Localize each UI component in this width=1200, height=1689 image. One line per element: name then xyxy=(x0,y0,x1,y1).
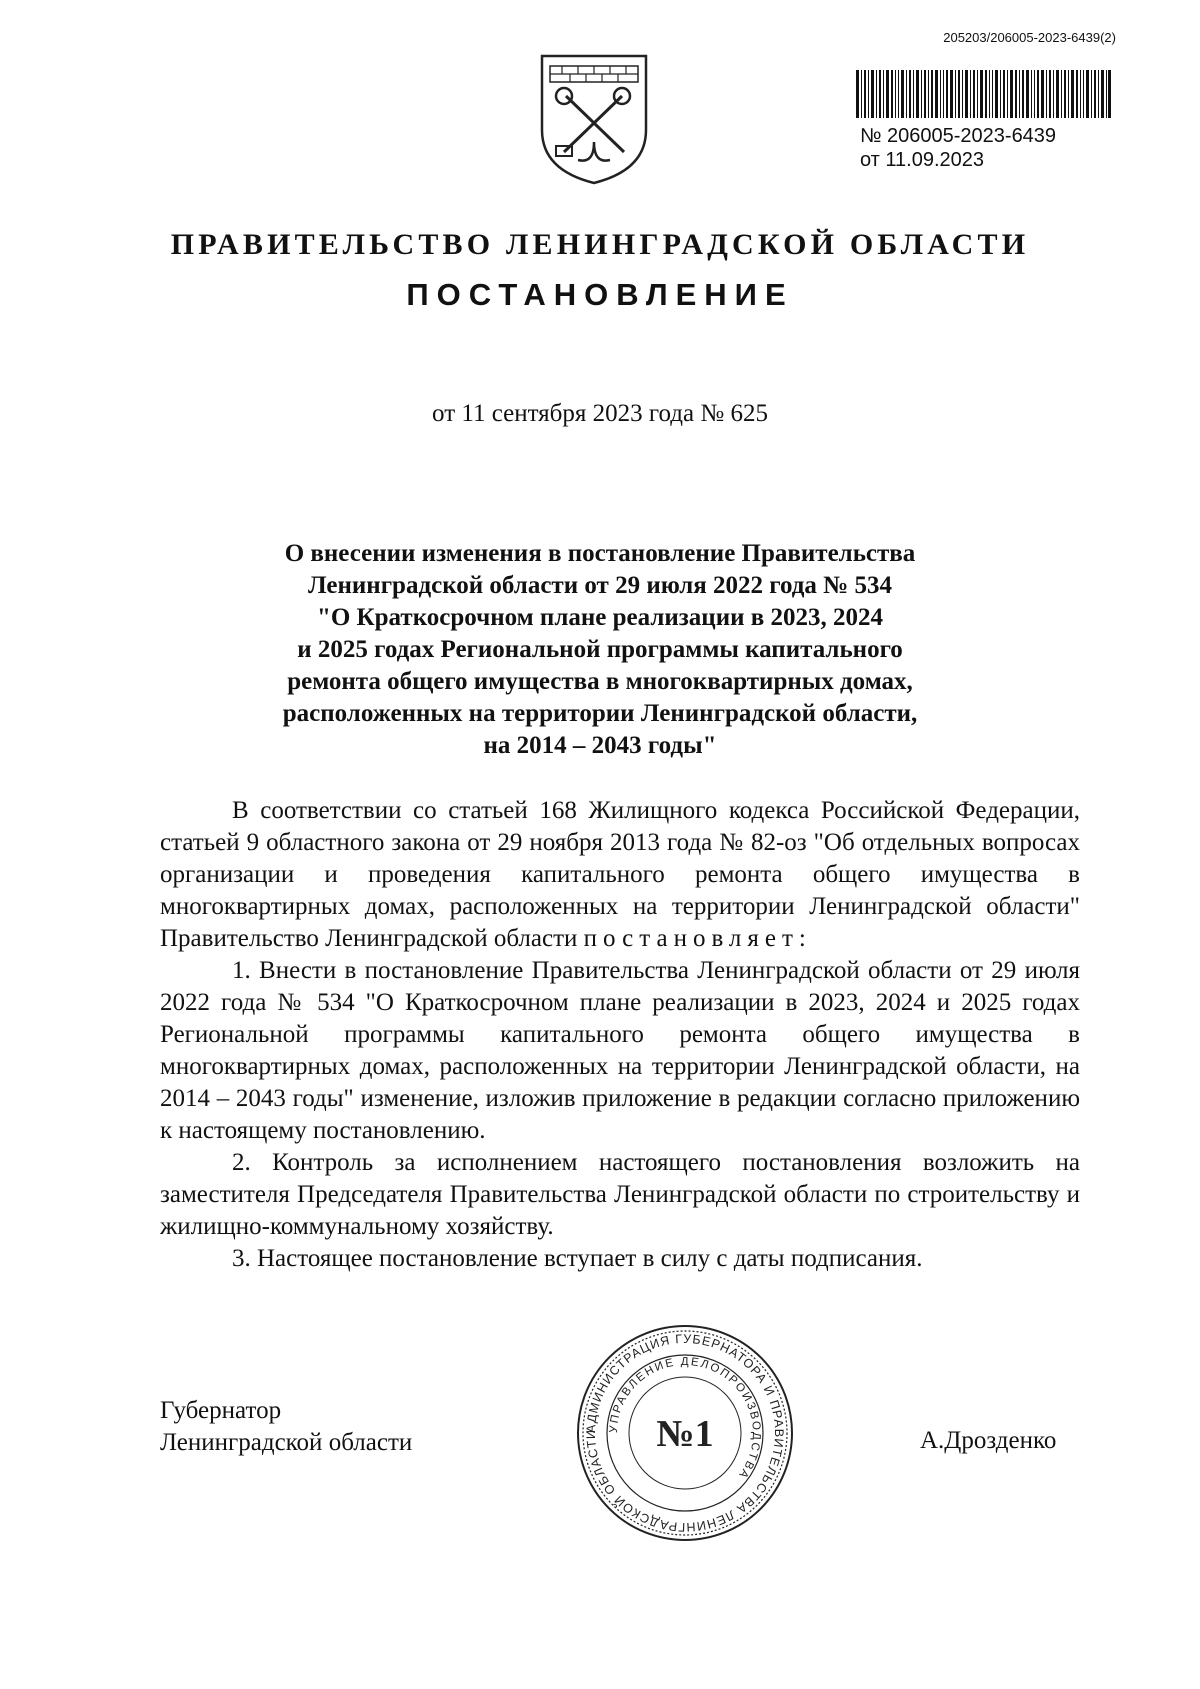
registration-code-top: 205203/206005-2023-6439(2) xyxy=(943,30,1116,45)
subject-line: "О Краткосрочном плане реализации в 2023, 2024 xyxy=(316,604,884,631)
clause-paragraph: 1. Внести в постановление Правительства Ленинградской области от 29 июля 2022 года № 534 "О Краткосрочном плане реализации в 2023, 2024 и 2025 годах Региональной программы капитального ремонта общего имущества в многоквартирных домах, расположенных на территории Ленинградской области, на 2014 – 2043 годы" изменение, изложив приложение в редакции согласно приложению к настоящему постановлению. xyxy=(160,957,1080,1144)
decree-word: постановляет: xyxy=(583,925,812,952)
organization-title: ПРАВИТЕЛЬСТВО ЛЕНИНГРАДСКОЙ ОБЛАСТИ xyxy=(170,228,1030,261)
signatory-name: А.Дрозденко xyxy=(920,1427,1057,1454)
document-subject xyxy=(180,538,1020,762)
subject-line: ремонта общего имущества в многоквартирных домах, xyxy=(287,668,913,695)
seal-center-number: №1 xyxy=(656,1413,714,1455)
subject-line: Ленинградской области от 29 июля 2022 года № 534 xyxy=(307,572,893,599)
barcode-icon xyxy=(856,70,1111,118)
clause-paragraph: 2. Контроль за исполнением настоящего постановления возложить на заместителя Председателя Правительства Ленинградской области по строительству и жилищно-коммунальному хозяйству. xyxy=(160,1149,1080,1240)
coat-of-arms-icon xyxy=(538,52,650,186)
document-body xyxy=(160,795,1080,1275)
registration-number-block xyxy=(860,124,1056,172)
subject-line: расположенных на территории Ленинградской области, xyxy=(282,700,918,727)
signatory-position-line: Ленинградской области xyxy=(160,1429,413,1456)
signatory-position-line: Губернатор xyxy=(160,1397,282,1424)
preamble-text: В соответствии со статьей 168 Жилищного кодекса Российской Федерации, статьей 9 областного закона от 29 ноября 2013 года № 82-оз "Об отдельных вопросах организации и проведения капитального ремонта общего имущества в многоквартирных домах, расположенных на территории Ленинградской области" Правительство Ленинградской области xyxy=(160,797,1080,952)
subject-line: и 2025 годах Региональной программы капитального xyxy=(297,636,903,663)
clause-paragraph: 3. Настоящее постановление вступает в силу с даты подписания. xyxy=(232,1245,923,1272)
signatory-position xyxy=(160,1395,412,1459)
seal-outer-text: АДМИНИСТРАЦИЯ ГУБЕРНАТОРА И ПРАВИТЕЛЬСТВА ЛЕНИНГРАДСКОЙ ОБЛАСТИ xyxy=(583,1331,787,1535)
subject-line: на 2014 – 2043 годы" xyxy=(483,732,717,759)
subject-line: О внесении изменения в постановление Правительства xyxy=(284,540,916,567)
registration-number: № 206005-2023-6439 xyxy=(860,125,1057,147)
document-type: ПОСТАНОВЛЕНИЕ xyxy=(406,277,794,312)
document-date-number: от 11 сентября 2023 года № 625 xyxy=(432,400,768,427)
preamble-paragraph xyxy=(160,795,1080,955)
official-seal-icon xyxy=(574,1322,796,1544)
registration-date: от 11.09.2023 xyxy=(860,149,985,171)
seal-inner-text: УПРАВЛЕНИЕ ДЕЛОПРОИЗВОДСТВА xyxy=(607,1355,763,1482)
